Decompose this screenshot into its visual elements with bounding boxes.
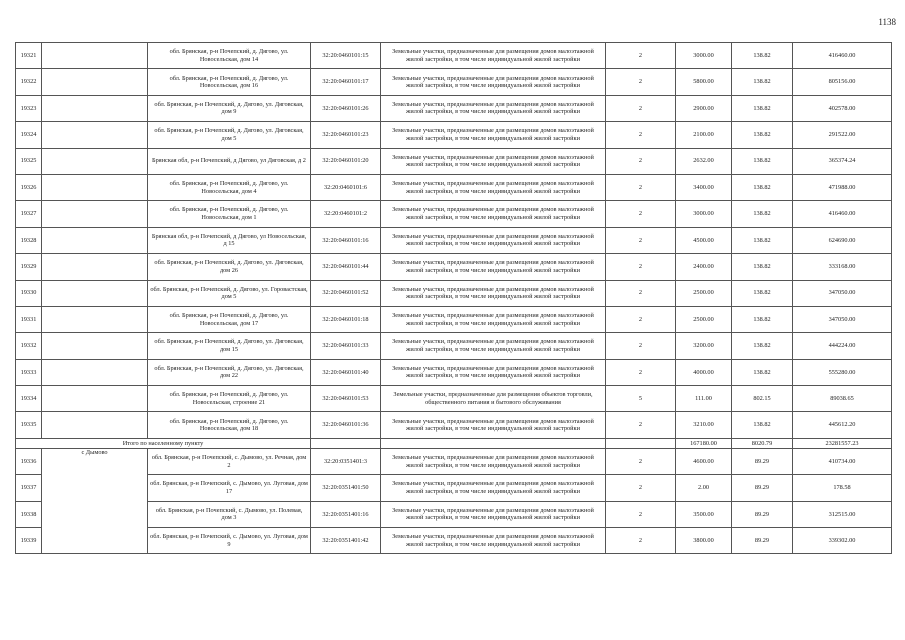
address-cell: обл. Брянская, р-н Почепский, д. Дягово, ул. Дяговская, дом 5 — [148, 122, 311, 148]
address-cell: обл. Брянская, р-н Почепский, д. Дягово, ул. Дяговская, дом 22 — [148, 359, 311, 385]
locality-total-area: 167180.00 — [676, 438, 732, 448]
group-number: 2 — [606, 148, 676, 174]
locality-cell — [42, 43, 148, 69]
area-cell: 3400.00 — [676, 174, 732, 200]
table-row — [16, 280, 892, 306]
table-row — [16, 359, 892, 385]
area-cell: 5800.00 — [676, 69, 732, 95]
row-id: 19327 — [16, 201, 42, 227]
cadastral-number: 32:20:0460101:44 — [311, 254, 381, 280]
cadastral-number: 32:20:0351401:50 — [311, 475, 381, 501]
locality-cell — [42, 280, 148, 306]
address-cell: обл. Брянская, р-н Почепский, д. Дягово, ул. Горовастская, дом 5 — [148, 280, 311, 306]
row-id: 19321 — [16, 43, 42, 69]
address-cell: обл. Брянская, р-н Почепский, д. Дягово, ул. Новосельская, дом 4 — [148, 174, 311, 200]
locality-cell — [42, 148, 148, 174]
rate-cell: 138.82 — [732, 43, 793, 69]
address-cell: обл. Брянская, р-н Почепский, с. Дымово, ул. Речная, дом 2 — [148, 448, 311, 474]
area-cell: 3210.00 — [676, 412, 732, 438]
table-row — [16, 386, 892, 412]
address-cell: обл. Брянская, р-н Почепский, д. Дягово, ул. Новосельская, дом 14 — [148, 43, 311, 69]
purpose-cell: Земельные участки, предназначенные для размещения домов малоэтажной жилой застройки, в том числе индивидуальной жилой застройки — [381, 148, 606, 174]
value-cell: 89038.65 — [793, 386, 892, 412]
rate-cell: 138.82 — [732, 306, 793, 332]
value-cell: 471988.00 — [793, 174, 892, 200]
rate-cell: 138.82 — [732, 69, 793, 95]
row-id: 19338 — [16, 501, 42, 527]
group-number: 2 — [606, 280, 676, 306]
row-id: 19329 — [16, 254, 42, 280]
area-cell: 2.00 — [676, 475, 732, 501]
row-id: 19334 — [16, 386, 42, 412]
rate-cell: 138.82 — [732, 280, 793, 306]
cadastral-number: 32:20:0351401:16 — [311, 501, 381, 527]
row-id: 19325 — [16, 148, 42, 174]
locality-total-value: 23281557.23 — [793, 438, 892, 448]
rate-cell: 138.82 — [732, 95, 793, 121]
row-id: 19337 — [16, 475, 42, 501]
address-cell: Брянская обл, р-н Почепский, д Дягово, ул Новосельская, д 15 — [148, 227, 311, 253]
row-id: 19332 — [16, 333, 42, 359]
locality-total-row — [16, 438, 892, 448]
group-number: 2 — [606, 333, 676, 359]
locality-cell — [42, 95, 148, 121]
group-number: 2 — [606, 254, 676, 280]
locality-cell — [42, 69, 148, 95]
table-row — [16, 227, 892, 253]
table-row — [16, 412, 892, 438]
purpose-cell: Земельные участки, предназначенные для размещения домов малоэтажной жилой застройки, в том числе индивидуальной жилой застройки — [381, 475, 606, 501]
table-row — [16, 475, 892, 501]
address-cell: обл. Брянская, р-н Почепский, с. Дымово, ул. Полевая, дом 3 — [148, 501, 311, 527]
locality-total-label: Итого по населенному пункту — [16, 438, 311, 448]
cadastral-number: 32:20:0460101:33 — [311, 333, 381, 359]
locality-cell — [42, 254, 148, 280]
purpose-cell: Земельные участки, предназначенные для размещения домов малоэтажной жилой застройки, в том числе индивидуальной жилой застройки — [381, 501, 606, 527]
group-number: 2 — [606, 69, 676, 95]
address-cell: обл. Брянская, р-н Почепский, д. Дягово, ул. Новосельская, дом 16 — [148, 69, 311, 95]
purpose-cell: Земельные участки, предназначенные для размещения домов малоэтажной жилой застройки, в том числе индивидуальной жилой застройки — [381, 412, 606, 438]
group-number: 2 — [606, 306, 676, 332]
purpose-cell: Земельные участки, предназначенные для размещения домов малоэтажной жилой застройки, в том числе индивидуальной жилой застройки — [381, 69, 606, 95]
cadastral-number: 32:20:0460101:2 — [311, 201, 381, 227]
area-cell: 3200.00 — [676, 333, 732, 359]
purpose-cell: Земельные участки, предназначенные для размещения домов малоэтажной жилой застройки, в том числе индивидуальной жилой застройки — [381, 306, 606, 332]
group-number: 2 — [606, 201, 676, 227]
table-row — [16, 43, 892, 69]
table-row — [16, 448, 892, 474]
locality-cell — [42, 227, 148, 253]
row-id: 19323 — [16, 95, 42, 121]
purpose-cell: Земельные участки, предназначенные для размещения домов малоэтажной жилой застройки, в том числе индивидуальной жилой застройки — [381, 528, 606, 554]
value-cell: 555280.00 — [793, 359, 892, 385]
area-cell: 3800.00 — [676, 528, 732, 554]
locality-total-rate: 8020.79 — [732, 438, 793, 448]
address-cell: Брянская обл, р-н Почепский, д Дягово, ул Дяговская, д 2 — [148, 148, 311, 174]
address-cell: обл. Брянская, р-н Почепский, д. Дягово, ул. Дяговская, дом 26 — [148, 254, 311, 280]
rate-cell: 89.29 — [732, 528, 793, 554]
value-cell: 445612.20 — [793, 412, 892, 438]
address-cell: обл. Брянская, р-н Почепский, д. Дягово, ул. Дяговская, дом 15 — [148, 333, 311, 359]
cadastral-number: 32:20:0460101:52 — [311, 280, 381, 306]
cadastral-number: 32:20:0460101:20 — [311, 148, 381, 174]
area-cell: 3000.00 — [676, 201, 732, 227]
group-number: 2 — [606, 501, 676, 527]
row-id: 19339 — [16, 528, 42, 554]
purpose-cell: Земельные участки, предназначенные для размещения домов малоэтажной жилой застройки, в том числе индивидуальной жилой застройки — [381, 254, 606, 280]
address-cell: обл. Брянская, р-н Почепский, д. Дягово, ул. Новосельская, дом 1 — [148, 201, 311, 227]
group-number: 2 — [606, 43, 676, 69]
table-row — [16, 501, 892, 527]
rate-cell: 138.82 — [732, 254, 793, 280]
rate-cell: 138.82 — [732, 122, 793, 148]
purpose-cell: Земельные участки, предназначенные для размещения домов малоэтажной жилой застройки, в том числе индивидуальной жилой застройки — [381, 359, 606, 385]
value-cell: 624690.00 — [793, 227, 892, 253]
cadastral-number: 32:20:0460101:18 — [311, 306, 381, 332]
purpose-cell: Земельные участки, предназначенные для размещения домов малоэтажной жилой застройки, в том числе индивидуальной жилой застройки — [381, 280, 606, 306]
group-number: 2 — [606, 359, 676, 385]
row-id: 19331 — [16, 306, 42, 332]
row-id: 19324 — [16, 122, 42, 148]
rate-cell: 138.82 — [732, 148, 793, 174]
rate-cell: 89.29 — [732, 501, 793, 527]
locality-name: с Дымово — [42, 448, 148, 554]
table-row — [16, 306, 892, 332]
value-cell: 347050.00 — [793, 280, 892, 306]
locality-cell — [42, 122, 148, 148]
area-cell: 2100.00 — [676, 122, 732, 148]
value-cell: 402578.00 — [793, 95, 892, 121]
area-cell: 3000.00 — [676, 43, 732, 69]
cadastral-number: 32:20:0460101:26 — [311, 95, 381, 121]
cadastral-number: 32:20:0460101:53 — [311, 386, 381, 412]
locality-cell — [42, 359, 148, 385]
area-cell: 2500.00 — [676, 306, 732, 332]
purpose-cell: Земельные участки, предназначенные для размещения домов малоэтажной жилой застройки, в том числе индивидуальной жилой застройки — [381, 333, 606, 359]
row-id: 19333 — [16, 359, 42, 385]
purpose-cell: Земельные участки, предназначенные для размещения домов малоэтажной жилой застройки, в том числе индивидуальной жилой застройки — [381, 174, 606, 200]
value-cell: 805156.00 — [793, 69, 892, 95]
value-cell: 291522.00 — [793, 122, 892, 148]
value-cell: 347050.00 — [793, 306, 892, 332]
purpose-cell: Земельные участки, предназначенные для размещения домов малоэтажной жилой застройки, в том числе индивидуальной жилой застройки — [381, 122, 606, 148]
rate-cell: 138.82 — [732, 201, 793, 227]
group-number: 2 — [606, 448, 676, 474]
cadastral-number: 32:20:0460101:36 — [311, 412, 381, 438]
address-cell: обл. Брянская, р-н Почепский, с. Дымово, ул. Луговая, дом 9 — [148, 528, 311, 554]
group-number: 2 — [606, 475, 676, 501]
purpose-cell: Земельные участки, предназначенные для размещения домов малоэтажной жилой застройки, в том числе индивидуальной жилой застройки — [381, 95, 606, 121]
rate-cell: 138.82 — [732, 174, 793, 200]
row-id: 19328 — [16, 227, 42, 253]
cadastral-number: 32:20:0460101:15 — [311, 43, 381, 69]
area-cell: 2632.00 — [676, 148, 732, 174]
purpose-cell: Земельные участки, предназначенные для размещения домов малоэтажной жилой застройки, в том числе индивидуальной жилой застройки — [381, 227, 606, 253]
purpose-cell: Земельные участки, предназначенные для размещения домов малоэтажной жилой застройки, в том числе индивидуальной жилой застройки — [381, 448, 606, 474]
area-cell: 2900.00 — [676, 95, 732, 121]
table-row — [16, 333, 892, 359]
value-cell: 333168.00 — [793, 254, 892, 280]
value-cell: 339302.00 — [793, 528, 892, 554]
table-row — [16, 69, 892, 95]
cadastral-number: 32:20:0351401:3 — [311, 448, 381, 474]
rate-cell: 89.29 — [732, 475, 793, 501]
rate-cell: 138.82 — [732, 359, 793, 385]
cadastral-number: 32:20:0460101:23 — [311, 122, 381, 148]
cadastral-number: 32:20:0460101:17 — [311, 69, 381, 95]
purpose-cell: Земельные участки, предназначенные для размещения объектов торговли, общественного питания и бытового обслуживания — [381, 386, 606, 412]
locality-cell — [42, 174, 148, 200]
locality-cell — [42, 306, 148, 332]
area-cell: 2500.00 — [676, 280, 732, 306]
address-cell: обл. Брянская, р-н Почепский, д. Дягово, ул. Новосельская, дом 17 — [148, 306, 311, 332]
locality-cell — [42, 386, 148, 412]
row-id: 19322 — [16, 69, 42, 95]
rate-cell: 802.15 — [732, 386, 793, 412]
row-id: 19336 — [16, 448, 42, 474]
area-cell: 4500.00 — [676, 227, 732, 253]
value-cell: 365374.24 — [793, 148, 892, 174]
group-number: 2 — [606, 412, 676, 438]
group-number: 2 — [606, 122, 676, 148]
locality-cell — [42, 333, 148, 359]
rate-cell: 138.82 — [732, 227, 793, 253]
address-cell: обл. Брянская, р-н Почепский, д. Дягово, ул. Новосельская, строение 21 — [148, 386, 311, 412]
row-id: 19326 — [16, 174, 42, 200]
table-row — [16, 254, 892, 280]
value-cell: 410734.00 — [793, 448, 892, 474]
group-number: 5 — [606, 386, 676, 412]
page-number: 1138 — [878, 17, 896, 27]
group-number: 2 — [606, 528, 676, 554]
cadastral-number: 32:20:0460101:16 — [311, 227, 381, 253]
group-number: 2 — [606, 174, 676, 200]
table-row — [16, 174, 892, 200]
rate-cell: 89.29 — [732, 448, 793, 474]
address-cell: обл. Брянская, р-н Почепский, с. Дымово, ул. Луговая, дом 17 — [148, 475, 311, 501]
rate-cell: 138.82 — [732, 412, 793, 438]
address-cell: обл. Брянская, р-н Почепский, д. Дягово, ул. Дяговская, дом 9 — [148, 95, 311, 121]
area-cell: 2400.00 — [676, 254, 732, 280]
area-cell: 111.00 — [676, 386, 732, 412]
area-cell: 4000.00 — [676, 359, 732, 385]
table-row — [16, 201, 892, 227]
land-registry-table — [15, 42, 892, 554]
row-id: 19330 — [16, 280, 42, 306]
group-number: 2 — [606, 227, 676, 253]
purpose-cell: Земельные участки, предназначенные для размещения домов малоэтажной жилой застройки, в том числе индивидуальной жилой застройки — [381, 43, 606, 69]
rate-cell: 138.82 — [732, 333, 793, 359]
value-cell: 312515.00 — [793, 501, 892, 527]
value-cell: 444224.00 — [793, 333, 892, 359]
table-row — [16, 528, 892, 554]
table-row — [16, 95, 892, 121]
locality-cell — [42, 201, 148, 227]
table-row — [16, 148, 892, 174]
value-cell: 416460.00 — [793, 201, 892, 227]
group-number: 2 — [606, 95, 676, 121]
cadastral-number: 32:20:0460101:40 — [311, 359, 381, 385]
cadastral-number: 32:20:0460101:6 — [311, 174, 381, 200]
value-cell: 416460.00 — [793, 43, 892, 69]
table-row — [16, 122, 892, 148]
row-id: 19335 — [16, 412, 42, 438]
value-cell: 178.58 — [793, 475, 892, 501]
cadastral-number: 32:20:0351401:42 — [311, 528, 381, 554]
area-cell: 4600.00 — [676, 448, 732, 474]
purpose-cell: Земельные участки, предназначенные для размещения домов малоэтажной жилой застройки, в том числе индивидуальной жилой застройки — [381, 201, 606, 227]
address-cell: обл. Брянская, р-н Почепский, д. Дягово, ул. Новосельская, дом 18 — [148, 412, 311, 438]
locality-cell — [42, 412, 148, 438]
area-cell: 3500.00 — [676, 501, 732, 527]
